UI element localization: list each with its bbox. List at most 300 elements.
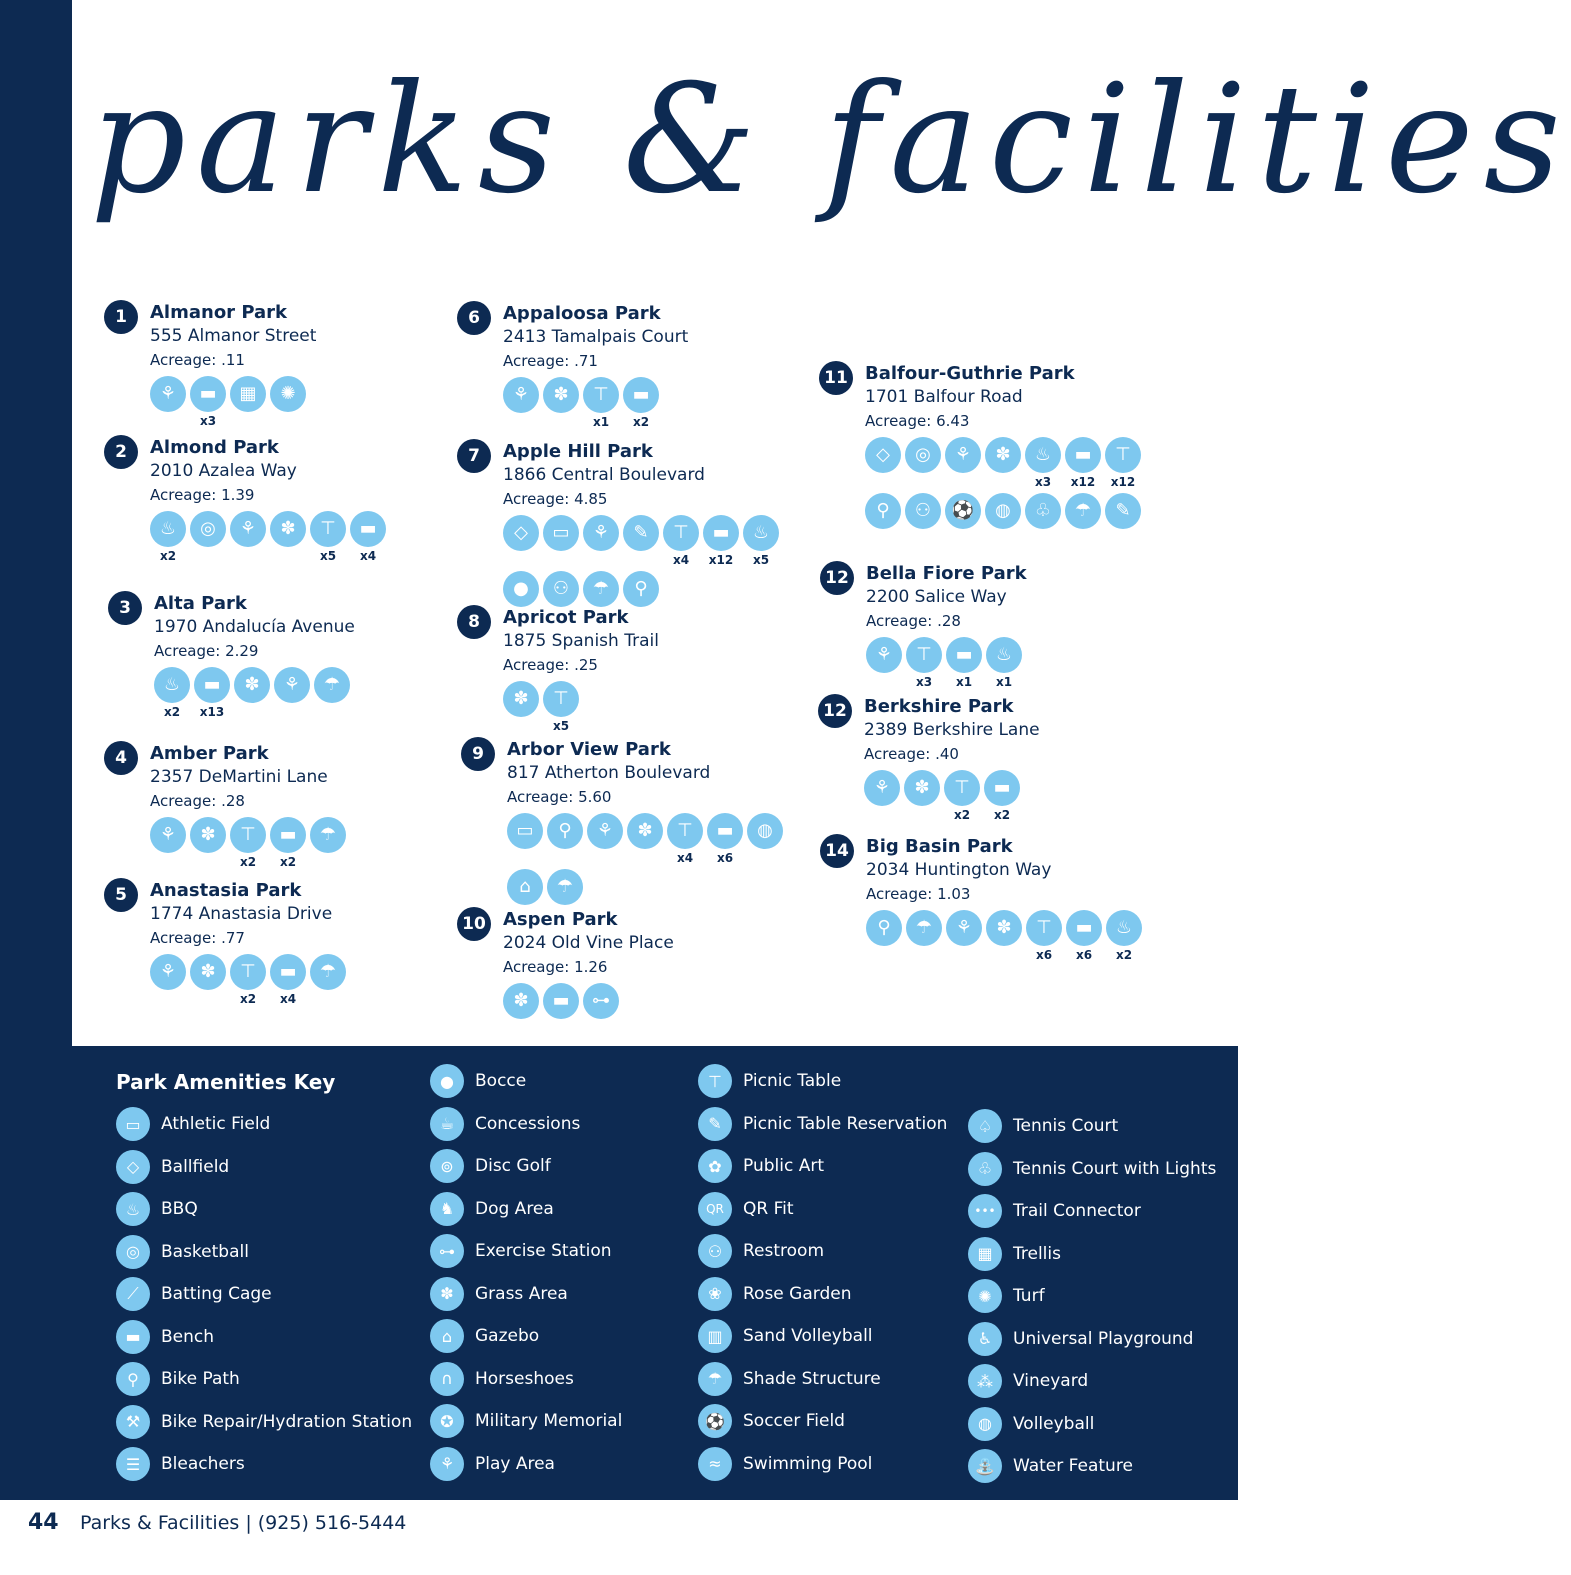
picnic-table-reservation-icon: ✎ xyxy=(623,515,659,551)
bench-icon: ▬ xyxy=(623,377,659,413)
play-area-icon: ⚘ xyxy=(150,376,186,412)
park-amenity-icons xyxy=(865,437,1155,549)
key-item xyxy=(116,1234,249,1270)
amenity-cell xyxy=(310,817,350,871)
grass-area-icon: ✽ xyxy=(904,770,940,806)
amenities-key-title: Park Amenities Key xyxy=(116,1070,336,1094)
picnic-table-icon: ⊤ xyxy=(906,637,942,673)
public-art-icon: ✿ xyxy=(698,1149,732,1183)
park-name: Appaloosa Park xyxy=(503,303,661,324)
park-name: Alta Park xyxy=(154,593,247,614)
amenity-cell xyxy=(986,637,1026,691)
amenity-quantity: x2 xyxy=(163,705,181,719)
dog-area-icon: ♞ xyxy=(430,1192,464,1226)
bleachers-icon: ☰ xyxy=(116,1447,150,1481)
amenity-quantity: x6 xyxy=(1075,948,1093,962)
bench-icon: ▬ xyxy=(984,770,1020,806)
park-address: 2389 Berkshire Lane xyxy=(864,720,1040,740)
key-item xyxy=(968,1278,1045,1314)
bbq-icon: ♨ xyxy=(150,511,186,547)
amenity-cell xyxy=(866,910,906,964)
bike-path-icon: ⚲ xyxy=(866,910,902,946)
park-address: 1866 Central Boulevard xyxy=(503,465,705,485)
play-area-icon: ⚘ xyxy=(503,377,539,413)
amenity-cell xyxy=(663,515,703,569)
trail-connector-icon: ••• xyxy=(968,1194,1002,1228)
key-item xyxy=(116,1404,412,1440)
grass-area-icon: ✽ xyxy=(985,437,1021,473)
trellis-icon: ▦ xyxy=(968,1237,1002,1271)
shade-structure-icon: ☂ xyxy=(698,1362,732,1396)
play-area-icon: ⚘ xyxy=(864,770,900,806)
key-item xyxy=(430,1361,574,1397)
key-item-label: Batting Cage xyxy=(161,1284,272,1304)
amenity-cell xyxy=(583,983,623,1037)
amenity-quantity: x12 xyxy=(1110,475,1136,489)
park-entry xyxy=(468,607,833,737)
play-area-icon: ⚘ xyxy=(430,1447,464,1481)
basketball-icon: ◎ xyxy=(905,437,941,473)
grass-area-icon: ✽ xyxy=(190,817,226,853)
amenity-cell xyxy=(1065,493,1105,547)
park-number-badge: 2 xyxy=(104,435,138,469)
amenity-cell xyxy=(864,770,904,824)
key-item xyxy=(430,1276,568,1312)
key-item-label: Concessions xyxy=(475,1113,581,1134)
park-entry xyxy=(115,302,480,432)
amenity-cell xyxy=(944,770,984,824)
amenity-cell xyxy=(230,817,270,871)
bench-icon: ▬ xyxy=(543,983,579,1019)
amenity-quantity: x6 xyxy=(1035,948,1053,962)
amenity-quantity: x2 xyxy=(1115,948,1133,962)
park-number-badge: 1 xyxy=(104,300,138,334)
park-number-badge: 5 xyxy=(104,878,138,912)
amenity-cell xyxy=(1105,437,1145,491)
grass-area-icon: ✽ xyxy=(627,813,663,849)
park-number-badge: 6 xyxy=(457,301,491,335)
bench-icon: ▬ xyxy=(190,376,226,412)
athletic-field-icon: ▭ xyxy=(543,515,579,551)
play-area-icon: ⚘ xyxy=(945,437,981,473)
amenity-cell xyxy=(703,515,743,569)
key-item xyxy=(116,1276,272,1312)
amenity-cell xyxy=(150,511,190,565)
gazebo-icon: ⌂ xyxy=(430,1319,464,1353)
amenity-cell xyxy=(547,813,587,867)
bbq-icon: ♨ xyxy=(154,667,190,703)
bench-icon: ▬ xyxy=(270,954,306,990)
park-name: Berkshire Park xyxy=(864,696,1014,717)
park-address: 555 Almanor Street xyxy=(150,326,317,346)
page-number: 44 xyxy=(28,1510,59,1535)
key-item xyxy=(116,1149,229,1185)
key-item-label: Bike Repair/Hydration Station xyxy=(161,1411,413,1432)
bike-repair-icon: ⚒ xyxy=(116,1405,150,1439)
vineyard-icon: ⁂ xyxy=(968,1364,1002,1398)
park-number-badge: 9 xyxy=(461,737,495,771)
horseshoes-icon: ∩ xyxy=(430,1362,464,1396)
amenity-cell xyxy=(270,954,310,1008)
park-name: Apple Hill Park xyxy=(503,441,653,462)
park-number-badge: 14 xyxy=(820,834,854,868)
gazebo-icon: ⌂ xyxy=(507,869,543,905)
park-entry xyxy=(825,836,1196,966)
park-amenity-icons xyxy=(864,770,1154,826)
park-entry xyxy=(823,696,1194,826)
amenity-cell xyxy=(543,681,583,735)
athletic-field-icon: ▭ xyxy=(507,813,543,849)
qr-fit-icon: QR xyxy=(698,1192,732,1226)
amenity-cell xyxy=(906,637,946,691)
grass-area-icon: ✽ xyxy=(986,910,1022,946)
athletic-field-icon: ▭ xyxy=(116,1107,150,1141)
amenity-quantity: x3 xyxy=(915,675,933,689)
park-amenity-icons xyxy=(866,910,1156,966)
amenity-cell xyxy=(945,493,985,547)
key-item xyxy=(968,1321,1193,1357)
park-acreage: Acreage: 6.43 xyxy=(865,412,970,430)
grass-area-icon: ✽ xyxy=(503,681,539,717)
grass-area-icon: ✽ xyxy=(430,1277,464,1311)
amenity-cell xyxy=(623,515,663,569)
key-item xyxy=(430,1106,580,1142)
key-item xyxy=(698,1361,881,1397)
amenity-cell xyxy=(985,437,1025,491)
park-acreage: Acreage: .71 xyxy=(503,352,598,370)
bench-icon: ▬ xyxy=(270,817,306,853)
key-item-label: Picnic Table xyxy=(743,1071,842,1091)
amenity-cell xyxy=(150,817,190,871)
amenity-cell xyxy=(543,515,583,569)
key-item xyxy=(968,1193,1141,1229)
play-area-icon: ⚘ xyxy=(946,910,982,946)
park-entry xyxy=(462,909,833,1039)
park-name: Apricot Park xyxy=(503,607,629,628)
picnic-table-reservation-icon: ✎ xyxy=(1105,493,1141,529)
amenity-quantity: x4 xyxy=(676,851,694,865)
bench-icon: ▬ xyxy=(1065,437,1101,473)
bench-icon: ▬ xyxy=(707,813,743,849)
exercise-station-icon: ⊶ xyxy=(430,1234,464,1268)
amenity-cell xyxy=(507,813,547,867)
key-item-label: Exercise Station xyxy=(475,1241,612,1261)
ballfield-icon: ◇ xyxy=(865,437,901,473)
park-entry xyxy=(472,739,837,925)
restroom-icon: ⚇ xyxy=(698,1234,732,1268)
key-item-label: Play Area xyxy=(475,1453,555,1474)
amenity-quantity: x2 xyxy=(993,808,1011,822)
key-item-label: Vineyard xyxy=(1013,1371,1089,1391)
soccer-field-icon: ⚽ xyxy=(945,493,981,529)
rose-garden-icon: ❀ xyxy=(698,1277,732,1311)
amenity-cell xyxy=(906,910,946,964)
bocce-icon: ● xyxy=(430,1064,464,1098)
amenity-cell xyxy=(543,983,583,1037)
amenity-cell xyxy=(230,376,270,430)
amenity-cell xyxy=(986,910,1026,964)
bench-icon: ▬ xyxy=(350,511,386,547)
shade-structure-icon: ☂ xyxy=(310,954,346,990)
park-amenity-icons xyxy=(503,377,803,433)
amenity-cell xyxy=(747,813,787,867)
amenity-cell xyxy=(503,377,543,431)
park-acreage: Acreage: 1.39 xyxy=(150,486,255,504)
key-item xyxy=(430,1318,539,1354)
amenity-quantity: x3 xyxy=(1034,475,1052,489)
key-item-label: Restroom xyxy=(743,1241,825,1261)
amenity-cell xyxy=(314,667,354,721)
amenity-cell xyxy=(904,770,944,824)
bench-icon: ▬ xyxy=(703,515,739,551)
park-amenity-icons xyxy=(150,511,450,567)
key-item-label: Military Memorial xyxy=(475,1411,623,1431)
amenity-cell xyxy=(667,813,707,867)
military-memorial-icon: ✪ xyxy=(430,1404,464,1438)
park-address: 1774 Anastasia Drive xyxy=(150,904,333,924)
key-item-label: Shade Structure xyxy=(743,1368,881,1389)
page-title: parks & facilities xyxy=(90,53,1571,227)
park-name: Almond Park xyxy=(150,437,279,458)
water-feature-icon: ⛲ xyxy=(968,1449,1002,1483)
bbq-icon: ♨ xyxy=(116,1192,150,1226)
concessions-icon: ☕ xyxy=(430,1107,464,1141)
park-entry xyxy=(115,743,480,873)
amenity-cell xyxy=(985,493,1025,547)
key-item-label: Dog Area xyxy=(475,1198,554,1219)
picnic-table-icon: ⊤ xyxy=(230,817,266,853)
park-address: 2024 Old Vine Place xyxy=(503,933,674,953)
bike-path-icon: ⚲ xyxy=(865,493,901,529)
amenity-quantity: x12 xyxy=(1070,475,1096,489)
park-name: Bella Fiore Park xyxy=(866,563,1027,584)
bbq-icon: ♨ xyxy=(1025,437,1061,473)
key-item xyxy=(698,1318,873,1354)
amenity-cell xyxy=(310,954,350,1008)
key-item-label: Sand Volleyball xyxy=(743,1326,873,1346)
amenity-cell xyxy=(946,637,986,691)
park-number-badge: 8 xyxy=(457,605,491,639)
tennis-court-with-lights-icon: ♧ xyxy=(968,1152,1002,1186)
play-area-icon: ⚘ xyxy=(230,511,266,547)
amenity-cell xyxy=(707,813,747,867)
amenity-cell xyxy=(270,376,310,430)
amenity-cell xyxy=(866,637,906,691)
park-name: Aspen Park xyxy=(503,909,618,930)
park-acreage: Acreage: .28 xyxy=(866,612,961,630)
bbq-icon: ♨ xyxy=(743,515,779,551)
grass-area-icon: ✽ xyxy=(543,377,579,413)
grass-area-icon: ✽ xyxy=(190,954,226,990)
key-item-label: Horseshoes xyxy=(475,1368,574,1389)
bike-path-icon: ⚲ xyxy=(547,813,583,849)
park-name: Big Basin Park xyxy=(866,836,1013,857)
key-item-label: Grass Area xyxy=(475,1283,568,1304)
key-item xyxy=(430,1403,622,1439)
basketball-icon: ◎ xyxy=(190,511,226,547)
turf-icon: ✺ xyxy=(968,1279,1002,1313)
key-item xyxy=(698,1106,947,1142)
amenity-quantity: x2 xyxy=(239,855,257,869)
park-acreage: Acreage: 2.29 xyxy=(154,642,259,660)
key-item-label: Bike Path xyxy=(161,1369,240,1389)
picnic-table-icon: ⊤ xyxy=(667,813,703,849)
soccer-field-icon: ⚽ xyxy=(698,1404,732,1438)
amenity-quantity: x4 xyxy=(359,549,377,563)
park-entry xyxy=(824,363,1195,549)
park-entry xyxy=(468,441,833,627)
exercise-station-icon: ⊶ xyxy=(583,983,619,1019)
bocce-icon: ● xyxy=(503,571,539,607)
bbq-icon: ♨ xyxy=(986,637,1022,673)
amenity-quantity: x13 xyxy=(199,705,225,719)
grass-area-icon: ✽ xyxy=(234,667,270,703)
bench-icon: ▬ xyxy=(946,637,982,673)
key-item-label: Athletic Field xyxy=(161,1114,271,1134)
park-name: Balfour-Guthrie Park xyxy=(865,363,1075,384)
amenity-cell xyxy=(583,377,623,431)
key-item xyxy=(698,1148,824,1184)
park-entry xyxy=(119,593,484,723)
park-number-badge: 10 xyxy=(457,907,491,941)
key-item xyxy=(116,1361,240,1397)
volleyball-icon: ◍ xyxy=(747,813,783,849)
key-item xyxy=(698,1191,794,1227)
park-entry xyxy=(115,437,480,567)
picnic-table-icon: ⊤ xyxy=(543,681,579,717)
key-item xyxy=(698,1403,845,1439)
amenity-cell xyxy=(1066,910,1106,964)
key-item-label: Tennis Court with Lights xyxy=(1013,1158,1217,1179)
key-item-label: Gazebo xyxy=(475,1326,540,1346)
amenity-cell xyxy=(1065,437,1105,491)
park-acreage: Acreage: .77 xyxy=(150,929,245,947)
park-amenity-icons xyxy=(154,667,454,723)
trellis-icon: ▦ xyxy=(230,376,266,412)
amenity-cell xyxy=(274,667,314,721)
amenity-cell xyxy=(905,493,945,547)
amenity-quantity: x5 xyxy=(319,549,337,563)
park-entry xyxy=(468,303,833,433)
amenity-quantity: x1 xyxy=(995,675,1013,689)
amenity-cell xyxy=(350,511,390,565)
amenity-cell xyxy=(743,515,783,569)
park-number-badge: 3 xyxy=(108,591,142,625)
amenity-quantity: x2 xyxy=(239,992,257,1006)
key-item-label: Bocce xyxy=(475,1071,527,1091)
amenity-quantity: x2 xyxy=(279,855,297,869)
park-amenity-icons xyxy=(150,376,450,432)
shade-structure-icon: ☂ xyxy=(310,817,346,853)
amenity-cell xyxy=(230,954,270,1008)
shade-structure-icon: ☂ xyxy=(583,571,619,607)
park-name: Almanor Park xyxy=(150,302,288,323)
play-area-icon: ⚘ xyxy=(150,954,186,990)
key-item-label: Picnic Table Reservation xyxy=(743,1113,948,1134)
park-number-badge: 12 xyxy=(818,694,852,728)
key-item xyxy=(698,1233,824,1269)
amenity-cell xyxy=(310,511,350,565)
park-name: Amber Park xyxy=(150,743,269,764)
amenity-quantity: x6 xyxy=(716,851,734,865)
amenity-cell xyxy=(190,817,230,871)
key-item-label: Turf xyxy=(1013,1286,1045,1306)
key-item-label: Universal Playground xyxy=(1013,1328,1194,1349)
park-number-badge: 4 xyxy=(104,741,138,775)
park-amenity-icons xyxy=(503,681,803,737)
amenity-cell xyxy=(150,954,190,1008)
park-address: 1970 Andalucía Avenue xyxy=(154,617,355,637)
amenity-cell xyxy=(270,817,310,871)
park-address: 1875 Spanish Trail xyxy=(503,631,659,651)
key-item xyxy=(968,1151,1216,1187)
picnic-table-icon: ⊤ xyxy=(310,511,346,547)
turf-icon: ✺ xyxy=(270,376,306,412)
volleyball-icon: ◍ xyxy=(985,493,1021,529)
amenity-cell xyxy=(984,770,1024,824)
key-item-label: Ballfield xyxy=(161,1156,230,1177)
picnic-table-icon: ⊤ xyxy=(583,377,619,413)
park-amenity-icons xyxy=(150,954,450,1010)
key-item xyxy=(116,1106,270,1142)
key-item xyxy=(968,1236,1061,1272)
amenity-quantity: x4 xyxy=(279,992,297,1006)
amenity-quantity: x1 xyxy=(955,675,973,689)
play-area-icon: ⚘ xyxy=(150,817,186,853)
key-item xyxy=(430,1191,554,1227)
key-item xyxy=(116,1446,245,1482)
amenity-cell xyxy=(583,515,623,569)
picnic-table-icon: ⊤ xyxy=(663,515,699,551)
restroom-icon: ⚇ xyxy=(543,571,579,607)
amenity-quantity: x2 xyxy=(632,415,650,429)
key-item-label: BBQ xyxy=(161,1199,198,1219)
key-item-label: Trail Connector xyxy=(1013,1201,1141,1221)
play-area-icon: ⚘ xyxy=(587,813,623,849)
park-acreage: Acreage: .28 xyxy=(150,792,245,810)
amenity-quantity: x5 xyxy=(752,553,770,567)
amenity-cell xyxy=(1026,910,1066,964)
park-name: Anastasia Park xyxy=(150,880,302,901)
key-item-label: Public Art xyxy=(743,1156,824,1176)
key-item-label: Soccer Field xyxy=(743,1411,845,1431)
park-address: 2034 Huntington Way xyxy=(866,860,1052,880)
amenity-cell xyxy=(230,511,270,565)
amenity-cell xyxy=(865,437,905,491)
key-item xyxy=(698,1276,851,1312)
park-acreage: Acreage: .11 xyxy=(150,351,245,369)
amenity-cell xyxy=(190,376,230,430)
amenity-quantity: x1 xyxy=(592,415,610,429)
amenity-quantity: x3 xyxy=(199,414,217,428)
park-acreage: Acreage: 5.60 xyxy=(507,788,612,806)
park-amenity-icons xyxy=(150,817,450,873)
key-item-label: Bench xyxy=(161,1326,215,1347)
key-item xyxy=(968,1406,1094,1442)
bike-path-icon: ⚲ xyxy=(116,1362,150,1396)
amenity-cell xyxy=(503,983,543,1037)
picnic-table-icon: ⊤ xyxy=(944,770,980,806)
amenity-cell xyxy=(946,910,986,964)
amenity-cell xyxy=(190,954,230,1008)
key-item xyxy=(430,1233,612,1269)
key-item-label: Trellis xyxy=(1013,1243,1061,1264)
key-item-label: Disc Golf xyxy=(475,1156,551,1176)
picnic-table-icon: ⊤ xyxy=(1026,910,1062,946)
volleyball-icon: ◍ xyxy=(968,1407,1002,1441)
amenity-cell xyxy=(150,376,190,430)
bench-icon: ▬ xyxy=(116,1320,150,1354)
